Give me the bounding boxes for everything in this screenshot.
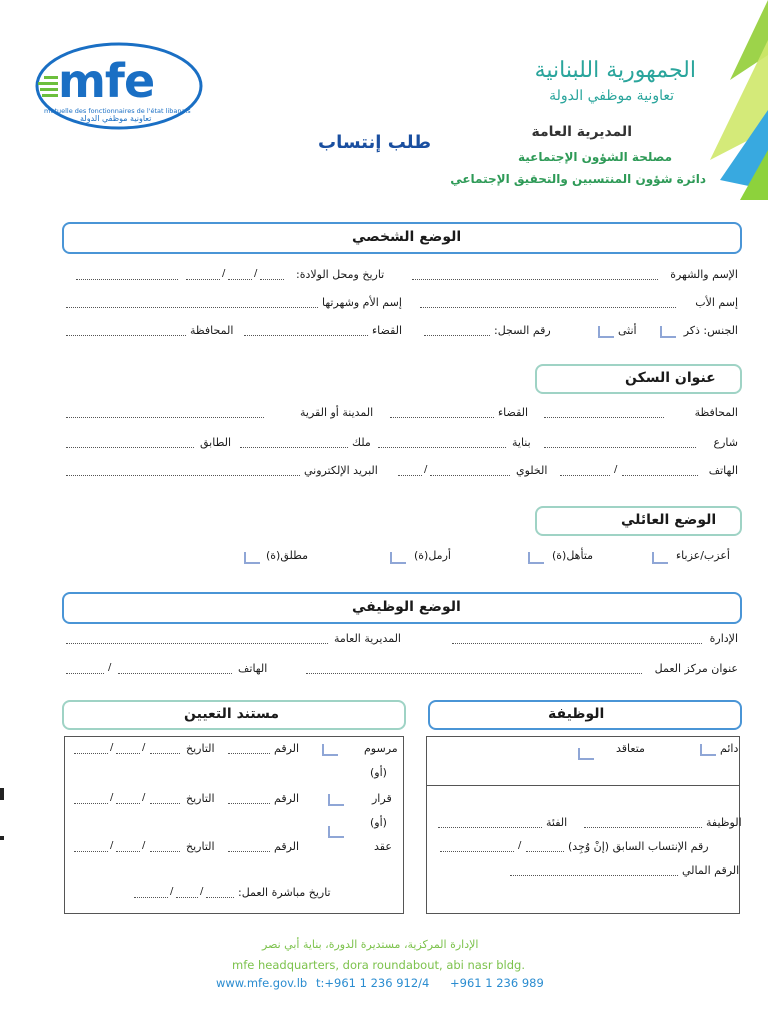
label-register: رقم السجل: bbox=[494, 324, 551, 337]
section-position-title: الوظيفة bbox=[548, 706, 605, 722]
field-birthplace[interactable] bbox=[76, 279, 178, 280]
field-contract-number[interactable] bbox=[228, 851, 270, 852]
field-dob-year[interactable] bbox=[186, 279, 220, 280]
section-address bbox=[535, 364, 742, 394]
checkbox-contract-doc[interactable] bbox=[328, 826, 344, 838]
section-position bbox=[428, 700, 742, 730]
field-job-directorate[interactable] bbox=[66, 643, 328, 644]
label-contract: متعاقد bbox=[616, 742, 645, 755]
field-position-job[interactable] bbox=[584, 827, 702, 828]
label-addr-district: القضاء bbox=[498, 406, 529, 419]
field-floor[interactable] bbox=[66, 447, 194, 448]
field-decision-number[interactable] bbox=[228, 803, 270, 804]
label-contract-number: الرقم bbox=[274, 840, 300, 853]
footer-address-ar: الإدارة المركزية، مستديرة الدورة، بناية أبي نصر bbox=[262, 938, 479, 951]
field-addr-governorate[interactable] bbox=[544, 417, 664, 418]
scan-mark bbox=[0, 788, 4, 800]
label-floor: الطابق bbox=[200, 436, 232, 449]
label-divorced: مطلق(ة) bbox=[266, 549, 309, 562]
label-married: متأهل(ة) bbox=[552, 549, 594, 562]
label-father: إسم الأب bbox=[695, 296, 738, 309]
label-decree-number: الرقم bbox=[274, 742, 300, 755]
corner-decoration bbox=[700, 0, 768, 200]
field-name[interactable] bbox=[412, 279, 658, 280]
field-mobile-code[interactable] bbox=[398, 475, 422, 476]
label-addr-governorate: المحافظة bbox=[694, 406, 738, 419]
checkbox-male[interactable] bbox=[660, 326, 676, 338]
section-family-title: الوضع العائلي bbox=[621, 512, 717, 528]
label-addr-city: المدينة أو القرية bbox=[300, 406, 374, 419]
field-decree-date-d[interactable] bbox=[150, 753, 180, 754]
service-title: مصلحة الشؤون الإجتماعية bbox=[517, 150, 672, 164]
label-contract-doc: عقد bbox=[374, 840, 392, 853]
label-decree-date: التاريخ bbox=[186, 742, 215, 755]
section-personal bbox=[62, 222, 742, 254]
checkbox-decree[interactable] bbox=[322, 744, 338, 756]
label-position-job: الوظيفة bbox=[706, 816, 742, 829]
field-decree-date-m[interactable] bbox=[116, 753, 140, 754]
checkbox-female[interactable] bbox=[598, 326, 614, 338]
field-start-date-m[interactable] bbox=[176, 897, 198, 898]
label-contract-date: التاريخ bbox=[186, 840, 215, 853]
checkbox-single[interactable] bbox=[652, 552, 668, 564]
label-female: أنثى bbox=[618, 324, 637, 337]
field-prev-number-b[interactable] bbox=[440, 851, 514, 852]
label-category: الفئة bbox=[546, 816, 568, 829]
label-decision-date: التاريخ bbox=[186, 792, 215, 805]
section-address-title: عنوان السكن bbox=[625, 370, 716, 386]
field-owner[interactable] bbox=[240, 447, 348, 448]
field-addr-district[interactable] bbox=[390, 417, 494, 418]
section-appointment bbox=[62, 700, 406, 730]
label-permanent: دائم bbox=[720, 742, 739, 755]
footer-tel: t:+961 1 236 912/4 bbox=[316, 976, 430, 990]
checkbox-contract[interactable] bbox=[578, 748, 594, 760]
label-district: القضاء bbox=[372, 324, 403, 337]
label-name: الإسم والشهرة bbox=[670, 268, 738, 281]
coop-title: تعاونية موظفي الدولة bbox=[549, 88, 674, 104]
label-mobile: الخلوي bbox=[516, 464, 548, 477]
appointment-box bbox=[64, 736, 404, 914]
field-decision-date-y[interactable] bbox=[74, 803, 108, 804]
scan-mark bbox=[0, 836, 4, 840]
field-contract-date-m[interactable] bbox=[116, 851, 140, 852]
field-category[interactable] bbox=[438, 827, 542, 828]
label-decision-number: الرقم bbox=[274, 792, 300, 805]
label-owner: ملك bbox=[352, 436, 371, 449]
label-fin-number: الرقم المالي bbox=[682, 864, 740, 877]
label-prev-number: رقم الإنتساب السابق (إنْ وُجِد) bbox=[568, 840, 709, 853]
field-building[interactable] bbox=[378, 447, 506, 448]
republic-title: الجمهورية اللبنانية bbox=[534, 58, 696, 83]
label-admin: الإدارة bbox=[709, 632, 738, 645]
field-father[interactable] bbox=[420, 307, 676, 308]
label-governorate: المحافظة bbox=[190, 324, 234, 337]
logo-sub-ar: تعاونية موظفي الدولة bbox=[80, 114, 152, 123]
field-mother[interactable] bbox=[66, 307, 318, 308]
label-gender-male: الجنس: ذكر bbox=[683, 324, 738, 337]
position-box bbox=[426, 736, 740, 914]
label-or-2: (أو) bbox=[370, 816, 387, 829]
label-mother: إسم الأم وشهرتها bbox=[322, 296, 402, 309]
field-start-date-d[interactable] bbox=[206, 897, 234, 898]
label-street: شارع bbox=[713, 436, 738, 449]
footer-website[interactable]: www.mfe.gov.lb bbox=[216, 976, 308, 990]
field-street[interactable] bbox=[544, 447, 696, 448]
label-widowed: أرمل(ة) bbox=[414, 549, 451, 562]
field-phone-number[interactable] bbox=[622, 475, 698, 476]
field-dob-day[interactable] bbox=[260, 279, 284, 280]
checkbox-widowed[interactable] bbox=[390, 552, 406, 564]
label-single: أعزب/عزباء bbox=[676, 549, 730, 562]
section-personal-title: الوضع الشخصي bbox=[352, 229, 462, 245]
checkbox-divorced[interactable] bbox=[244, 552, 260, 564]
field-work-address[interactable] bbox=[306, 673, 642, 674]
section-job-title: الوضع الوظيفي bbox=[352, 599, 461, 615]
label-phone: الهاتف bbox=[708, 464, 738, 477]
field-phone-code[interactable] bbox=[560, 475, 610, 476]
label-start-date: تاريخ مباشرة العمل: bbox=[238, 886, 331, 899]
field-start-date-y[interactable] bbox=[134, 897, 168, 898]
label-email: البريد الإلكتروني bbox=[304, 464, 378, 477]
label-or-1: (أو) bbox=[370, 766, 387, 779]
field-addr-city[interactable] bbox=[66, 417, 264, 418]
field-decree-number[interactable] bbox=[228, 753, 270, 754]
field-governorate[interactable] bbox=[66, 335, 186, 336]
field-fin-number[interactable] bbox=[510, 875, 678, 876]
field-decision-date-d[interactable] bbox=[150, 803, 180, 804]
field-register[interactable] bbox=[424, 335, 490, 336]
checkbox-decision[interactable] bbox=[328, 794, 344, 806]
label-job-directorate: المديرية العامة bbox=[334, 632, 401, 645]
department-title: دائرة شؤون المنتسبين والتحقيق الإجتماعي bbox=[450, 172, 706, 186]
mfe-logo bbox=[24, 34, 204, 144]
section-appointment-title: مستند التعيين bbox=[184, 706, 280, 722]
label-dob: تاريخ ومحل الولادة: bbox=[296, 268, 385, 281]
section-job bbox=[62, 592, 742, 624]
logo-text: mfe bbox=[58, 54, 155, 108]
form-title: طلب إنتساب bbox=[318, 132, 432, 153]
field-mobile-number[interactable] bbox=[430, 475, 510, 476]
field-district[interactable] bbox=[244, 335, 368, 336]
field-decree-date-y[interactable] bbox=[74, 753, 108, 754]
field-contract-date-y[interactable] bbox=[74, 851, 108, 852]
section-family bbox=[535, 506, 742, 536]
label-decision: قرار bbox=[372, 792, 392, 805]
footer-fax: +961 1 236 989 bbox=[450, 976, 544, 990]
field-prev-number-a[interactable] bbox=[526, 851, 564, 852]
field-decision-date-m[interactable] bbox=[116, 803, 140, 804]
footer-address-en: mfe headquarters, dora roundabout, abi nasr bldg. bbox=[232, 958, 525, 972]
field-contract-date-d[interactable] bbox=[150, 851, 180, 852]
label-job-phone: الهاتف bbox=[238, 662, 268, 675]
field-dob-month[interactable] bbox=[228, 279, 252, 280]
checkbox-permanent[interactable] bbox=[700, 744, 716, 756]
label-decree: مرسوم bbox=[364, 742, 398, 755]
label-work-address: عنوان مركز العمل bbox=[654, 662, 738, 675]
logo-sub-fr: mutuelle des fonctionnaires de l'état libanais bbox=[44, 107, 191, 115]
field-job-phone-number[interactable] bbox=[118, 673, 232, 674]
field-admin[interactable] bbox=[452, 643, 702, 644]
field-job-phone-code[interactable] bbox=[66, 673, 104, 674]
directorate-title: المديرية العامة bbox=[531, 124, 632, 140]
label-building: بناية bbox=[512, 436, 531, 449]
field-email[interactable] bbox=[66, 475, 300, 476]
checkbox-married[interactable] bbox=[528, 552, 544, 564]
